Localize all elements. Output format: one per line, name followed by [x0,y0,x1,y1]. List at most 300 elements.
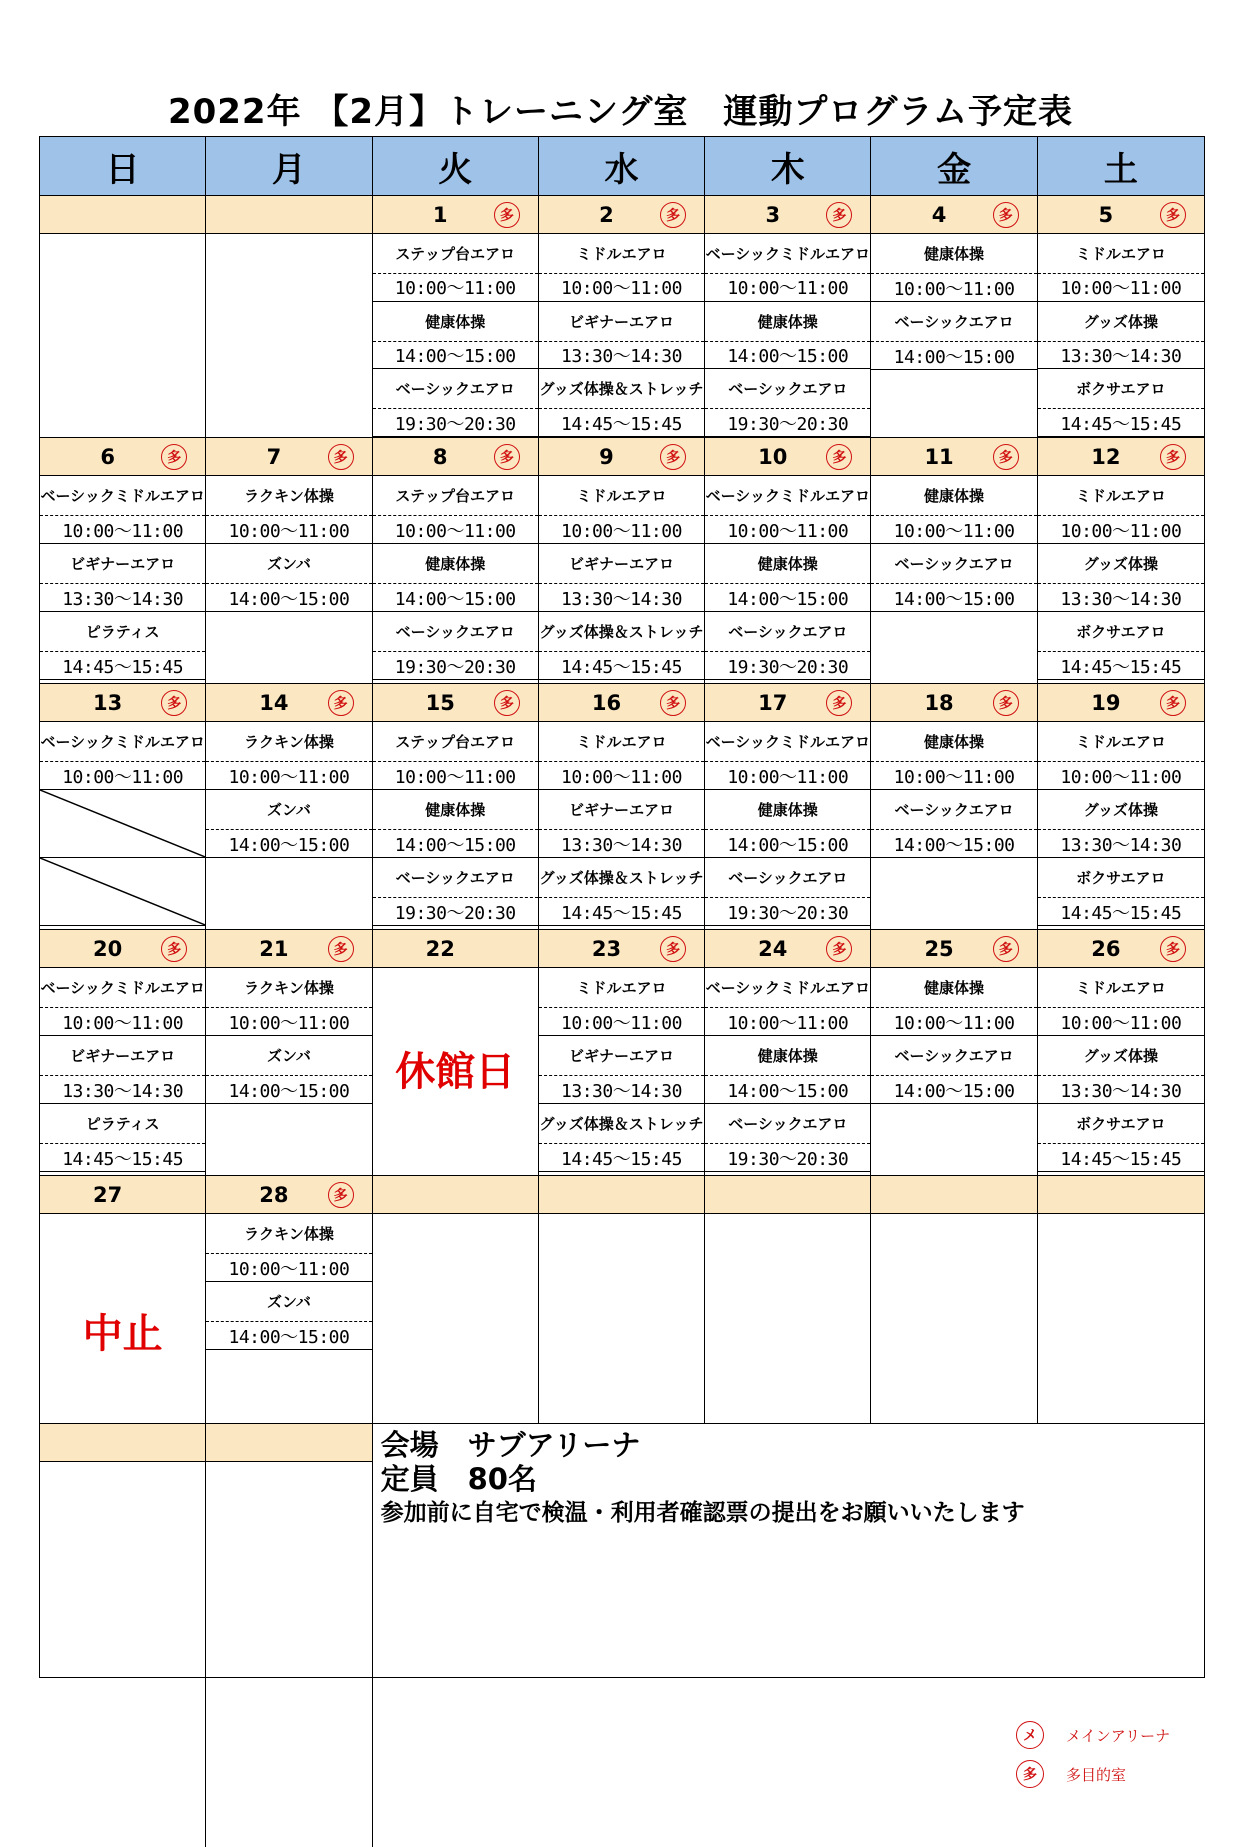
program-cell [40,1214,206,1424]
program-name: ミドルエアロ [539,234,704,274]
date-header [871,684,1037,722]
venue-text: 会場 サブアリーナ [380,1428,641,1462]
program-name: ベーシックエアロ [373,858,538,898]
program-slot [373,722,538,790]
date-number: 8 [432,444,448,469]
program-slot [539,968,704,1036]
program-time: 19:30～20:30 [394,413,516,435]
program-cell [373,476,539,684]
date-number: 22 [425,936,455,961]
venue-badge-icon: 多 [1160,202,1186,228]
program-time: 10:00～11:00 [62,1012,184,1034]
program-time: 10:00～11:00 [561,278,682,300]
date-header [705,1176,871,1214]
program-name: ミドルエアロ [539,722,704,762]
program-name: ベーシックエアロ [871,1036,1036,1076]
venue-badge-icon: 多 [826,202,852,228]
date-header [539,438,705,476]
program-name: ステップ台エアロ [373,234,538,274]
program-cell [539,234,705,438]
program-slot [1038,722,1204,790]
date-header [40,930,206,968]
program-slot [1038,612,1204,680]
program-name: 健康体操 [705,790,870,830]
program-time: 10:00～11:00 [1060,1012,1182,1034]
program-time: 13:30～14:30 [1060,588,1182,610]
date-number: 24 [758,936,788,961]
program-time: 19:30～20:30 [394,902,516,924]
program-time: 14:45～15:45 [561,902,682,924]
venue-badge-icon: 多 [161,936,187,962]
weekday-header: 日 [40,137,206,196]
program-time: 14:45～15:45 [561,1148,682,1170]
program-time: 13:30～14:30 [561,346,682,367]
date-header [705,438,871,476]
program-cell [206,968,372,1176]
notice-text: 参加前に自宅で検温・利用者確認票の提出をお願いいたします [380,1500,1025,1526]
date-number: 12 [1091,444,1121,469]
program-name: ビギナーエアロ [539,790,704,830]
page-title: 2022年 【2月】トレーニング室 運動プログラム予定表 [167,92,1074,132]
date-header [373,438,539,476]
program-slot [705,1104,870,1172]
program-slot [705,234,870,302]
program-slot [539,722,704,790]
date-header [539,930,705,968]
program-cell [40,234,206,438]
program-cell [705,1214,871,1424]
program-time: 14:00～15:00 [228,588,350,610]
program-time: 14:00～15:00 [893,1080,1015,1102]
schedule-grid [39,136,1205,1784]
program-slot [373,790,538,858]
program-time: 19:30～20:30 [727,902,849,924]
program-slot [1038,476,1204,544]
program-name: ズンバ [206,1036,371,1076]
program-time: 14:00～15:00 [893,346,1015,368]
program-name: ベーシックミドルエアロ [705,234,870,274]
program-slot [871,968,1036,1036]
program-cell [871,234,1037,438]
program-cell [705,234,871,438]
cancelled-slot [40,790,205,858]
program-cell [1038,722,1204,930]
weekday-header: 月 [206,137,372,196]
program-name: 健康体操 [705,302,870,342]
program-slot [705,369,870,437]
date-header [705,684,871,722]
program-time: 10:00～11:00 [394,520,516,542]
program-time: 14:00～15:00 [727,834,849,856]
program-cell [871,968,1037,1176]
program-slot [40,1036,205,1104]
date-header [539,684,705,722]
program-name: ベーシックエアロ [871,544,1036,584]
date-header [871,438,1037,476]
legend-item [1016,1721,1176,1749]
program-slot [206,1036,371,1104]
program-name: ビギナーエアロ [40,544,205,584]
venue-badge-icon: 多 [660,936,686,962]
program-name: ベーシックミドルエアロ [40,476,205,516]
program-name: 健康体操 [705,544,870,584]
program-cell [1038,234,1204,438]
program-slot [871,790,1036,858]
closed-note: 休館日 [395,1049,516,1095]
date-header [206,438,372,476]
date-number: 6 [100,444,115,469]
weekday-header: 土 [1038,137,1204,196]
weekday-header: 水 [539,137,705,196]
program-time: 14:00～15:00 [727,1080,849,1102]
program-slot [705,858,870,926]
date-number: 18 [924,690,954,715]
empty-cell [40,1462,206,1847]
program-name: ラクキン体操 [206,722,371,762]
program-name: ベーシックミドルエアロ [705,722,870,762]
program-slot [373,302,538,370]
program-time: 10:00～11:00 [228,1258,350,1280]
program-slot [1038,1036,1204,1104]
capacity-text: 定員 80名 [380,1462,537,1496]
program-name: ベーシックエアロ [871,302,1036,342]
program-time: 19:30～20:30 [727,413,849,435]
program-cell [871,476,1037,684]
date-header [373,1176,539,1214]
info-panel [373,1424,1204,1847]
date-header [373,930,539,968]
venue-badge-icon: 多 [494,690,520,716]
program-time: 10:00～11:00 [228,766,350,788]
program-name: ミドルエアロ [1038,968,1204,1008]
empty-cell [206,1462,372,1847]
program-time: 13:30～14:30 [62,588,184,610]
program-name: ステップ台エアロ [373,476,538,516]
program-slot [206,722,371,790]
venue-badge-icon: 多 [993,202,1019,228]
program-cell [373,722,539,930]
program-cell [539,1214,705,1424]
program-name: グッズ体操 [1038,790,1204,830]
date-header [1038,1176,1204,1214]
program-time: 14:00～15:00 [228,834,350,856]
venue-badge-icon: 多 [328,936,354,962]
date-number: 10 [758,444,788,469]
program-slot [539,1104,704,1172]
program-time: 14:45～15:45 [1060,902,1182,924]
program-cell [705,722,871,930]
empty-date-header [206,1424,372,1462]
program-name: ベーシックエアロ [705,612,870,652]
program-slot [871,1036,1036,1104]
closed-note: 中止 [82,1311,163,1357]
date-number: 19 [1091,690,1121,715]
program-time: 14:45～15:45 [561,413,682,435]
date-header [40,196,206,234]
program-time: 14:00～15:00 [394,834,516,856]
program-name: ボクサエアロ [1038,612,1204,652]
program-time: 10:00～11:00 [893,278,1015,300]
program-name: グッズ体操 [1038,1036,1204,1076]
program-name: ビギナーエアロ [539,1036,704,1076]
program-name: ベーシックエアロ [871,790,1036,830]
date-number: 15 [425,690,455,715]
program-time: 10:00～11:00 [62,766,184,788]
date-header [1038,438,1204,476]
program-slot [705,476,870,544]
venue-badge-icon: 多 [1160,444,1186,470]
date-header [871,196,1037,234]
program-name: グッズ体操＆ストレッチ [539,369,704,409]
venue-badge-icon: 多 [1160,936,1186,962]
date-header [539,196,705,234]
date-header [206,684,372,722]
program-time: 10:00～11:00 [561,766,682,788]
program-slot [373,476,538,544]
program-name: ピラティス [40,1104,205,1144]
program-name: ラクキン体操 [206,968,371,1008]
program-slot [539,234,704,302]
program-name: ビギナーエアロ [539,302,704,342]
program-name: ベーシックエアロ [705,369,870,409]
program-slot [871,302,1036,370]
date-number: 4 [931,202,947,227]
program-slot [40,722,205,790]
program-time: 14:00～15:00 [228,1326,350,1348]
program-name: 健康体操 [705,1036,870,1076]
program-time: 13:30～14:30 [561,588,682,610]
program-slot [206,968,371,1036]
legend-item [1016,1760,1176,1788]
program-slot [1038,234,1204,302]
program-slot [705,1036,870,1104]
program-time: 10:00～11:00 [228,520,350,542]
date-number: 21 [259,936,289,961]
date-header [40,684,206,722]
program-time: 14:00～15:00 [394,346,516,367]
program-time: 13:30～14:30 [1060,834,1182,856]
date-header [1038,196,1204,234]
date-number: 9 [599,444,614,469]
program-cell [206,476,372,684]
program-slot [539,476,704,544]
program-slot [206,544,371,612]
date-header [1038,930,1204,968]
date-number: 3 [765,202,781,227]
program-slot [40,544,205,612]
program-cell [871,722,1037,930]
program-time: 19:30～20:30 [727,1148,849,1170]
program-cell [373,234,539,438]
program-time: 14:00～15:00 [228,1080,350,1102]
program-slot [539,858,704,926]
program-name: グッズ体操 [1038,544,1204,584]
program-name: ミドルエアロ [1038,722,1204,762]
program-name: ミドルエアロ [539,476,704,516]
program-slot [40,612,205,680]
program-slot [539,612,704,680]
venue-badge-icon: 多 [660,444,686,470]
legend-badge-icon: 多 [1016,1760,1044,1788]
empty-date-header [40,1424,206,1462]
program-slot [373,544,538,612]
venue-badge-icon: 多 [161,690,187,716]
program-time: 13:30～14:30 [1060,346,1182,367]
program-slot [1038,369,1204,437]
program-time: 14:45～15:45 [1060,413,1182,435]
program-slot [373,612,538,680]
program-slot [539,302,704,370]
program-slot [539,369,704,437]
program-time: 10:00～11:00 [893,1012,1015,1034]
date-number: 23 [591,936,622,961]
program-time: 10:00～11:00 [228,1012,350,1034]
date-header [705,196,871,234]
date-header [705,930,871,968]
program-time: 10:00～11:00 [727,1012,849,1034]
program-cell [1038,968,1204,1176]
venue-badge-icon: 多 [328,444,354,470]
date-number: 16 [591,690,622,715]
program-time: 13:30～14:30 [561,834,682,856]
date-header [539,1176,705,1214]
program-cell [373,968,539,1176]
program-slot [206,476,371,544]
venue-badge-icon: 多 [826,690,852,716]
program-slot [705,722,870,790]
date-number: 2 [599,202,614,227]
venue-badge-icon: 多 [660,690,686,716]
program-name: ボクサエアロ [1038,369,1204,409]
date-header [206,930,372,968]
program-name: ズンバ [206,1282,371,1322]
program-slot [871,544,1036,612]
program-time: 10:00～11:00 [394,278,516,300]
program-slot [705,612,870,680]
date-number: 5 [1098,202,1114,227]
venue-badge-icon: 多 [993,690,1019,716]
program-cell [206,234,372,438]
program-name: ボクサエアロ [1038,858,1204,898]
program-time: 14:00～15:00 [394,588,516,610]
venue-badge-icon: 多 [660,202,686,228]
program-name: ラクキン体操 [206,476,371,516]
program-slot [705,302,870,370]
program-cell [871,1214,1037,1424]
program-name: ベーシックエアロ [705,858,870,898]
program-name: ベーシックエアロ [373,369,538,409]
program-slot [705,968,870,1036]
program-cell [40,722,206,930]
program-cell [1038,1214,1204,1424]
date-number: 13 [93,690,123,715]
program-time: 13:30～14:30 [1060,1080,1182,1102]
program-name: グッズ体操＆ストレッチ [539,1104,704,1144]
program-time: 10:00～11:00 [394,766,516,788]
program-name: ボクサエアロ [1038,1104,1204,1144]
program-time: 14:00～15:00 [893,588,1015,610]
program-cell [206,722,372,930]
program-slot [1038,544,1204,612]
program-name: ピラティス [40,612,205,652]
program-time: 10:00～11:00 [727,766,849,788]
date-header [1038,684,1204,722]
program-cell [539,722,705,930]
date-number: 25 [924,936,954,961]
program-time: 14:45～15:45 [1060,1148,1182,1170]
program-slot [40,1104,205,1172]
program-slot [1038,968,1204,1036]
program-slot [1038,302,1204,370]
program-slot [1038,1104,1204,1172]
program-time: 14:45～15:45 [62,1148,184,1170]
program-cell [539,476,705,684]
weekday-header: 火 [373,137,539,196]
program-cell [40,968,206,1176]
program-time: 14:00～15:00 [893,834,1015,856]
legend-label: メインアリーナ [1066,1726,1171,1745]
program-slot [373,369,538,437]
program-time: 19:30～20:30 [394,656,516,678]
program-name: ベーシックミドルエアロ [705,476,870,516]
program-time: 10:00～11:00 [893,766,1015,788]
program-time: 10:00～11:00 [893,520,1015,542]
program-name: ベーシックエアロ [705,1104,870,1144]
program-name: 健康体操 [373,544,538,584]
venue-badge-icon: 多 [826,936,852,962]
program-time: 10:00～11:00 [62,520,184,542]
weekday-header: 木 [705,137,871,196]
program-cell [1038,476,1204,684]
venue-badge-icon: 多 [161,444,187,470]
program-slot [373,858,538,926]
program-slot [373,234,538,302]
program-slot [705,790,870,858]
venue-badge-icon: 多 [1160,690,1186,716]
program-time: 10:00～11:00 [1060,520,1182,542]
program-slot [539,1036,704,1104]
program-name: 健康体操 [373,302,538,342]
legend-badge-icon: メ [1016,1721,1044,1749]
program-slot [539,544,704,612]
program-slot [206,790,371,858]
program-time: 10:00～11:00 [1060,278,1182,300]
date-number: 17 [758,690,788,715]
date-number: 14 [259,690,289,715]
venue-badge-icon: 多 [993,444,1019,470]
program-name: グッズ体操＆ストレッチ [539,858,704,898]
program-time: 10:00～11:00 [727,278,849,300]
program-slot [539,790,704,858]
program-name: ステップ台エアロ [373,722,538,762]
venue-badge-icon: 多 [993,936,1019,962]
program-name: 健康体操 [871,476,1036,516]
program-slot [206,1282,371,1350]
program-name: ベーシックエアロ [373,612,538,652]
program-time: 10:00～11:00 [727,520,849,542]
date-number: 26 [1091,936,1121,961]
program-time: 10:00～11:00 [561,1012,682,1034]
date-header [373,196,539,234]
venue-badge-icon: 多 [826,444,852,470]
program-cell [539,968,705,1176]
program-slot [871,234,1036,302]
date-header [206,196,372,234]
venue-badge-icon: 多 [494,444,520,470]
program-time: 19:30～20:30 [727,656,849,678]
date-number: 20 [93,936,123,961]
program-time: 13:30～14:30 [62,1080,184,1102]
